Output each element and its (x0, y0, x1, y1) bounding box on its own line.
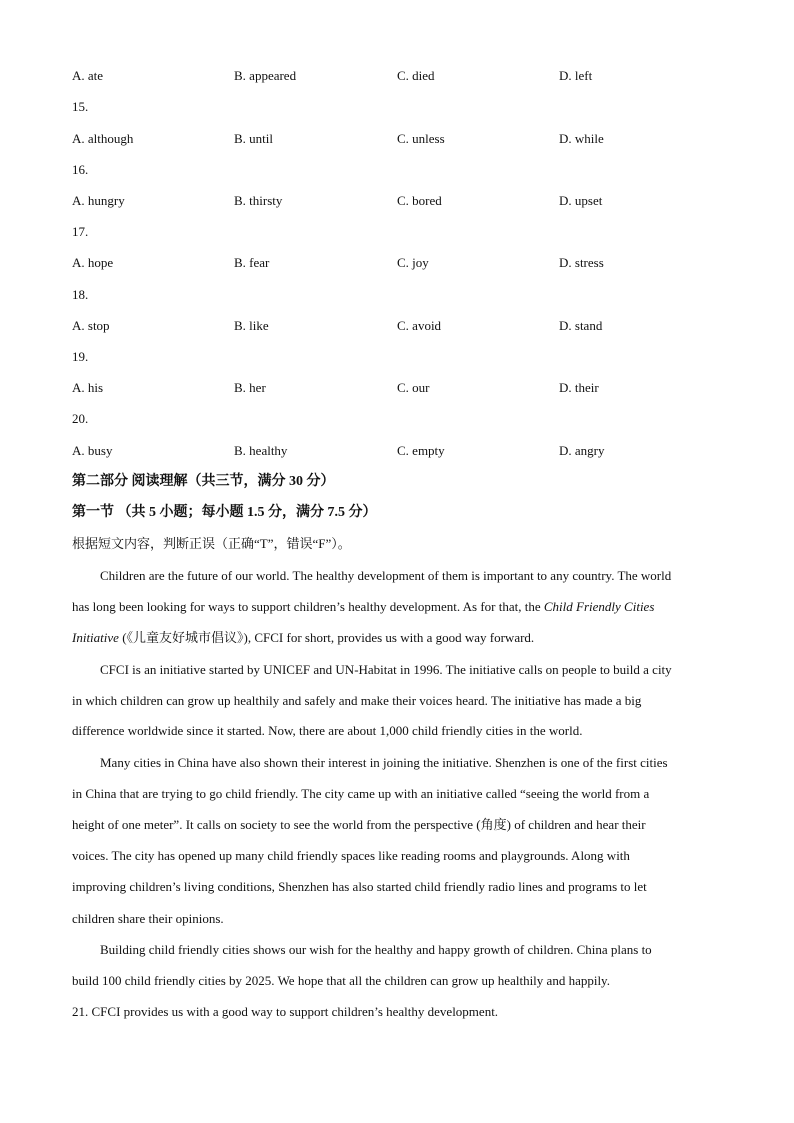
option-c: C. empty (397, 443, 445, 458)
option-d: D. left (559, 68, 593, 83)
option-a: A. hungry (72, 193, 125, 208)
option-c: C. unless (397, 131, 445, 146)
passage-line: in which children can grow up healthily and safely and make their voices heard. The initiative has made a big (72, 693, 642, 708)
option-row-16 (72, 191, 732, 211)
option-d: D. their (559, 380, 599, 395)
option-a: A. stop (72, 318, 110, 333)
option-row-20 (72, 441, 732, 461)
question-number-18: 18. (72, 287, 89, 302)
option-b: B. her (234, 380, 266, 395)
option-a: A. his (72, 380, 104, 395)
option-d: D. upset (559, 193, 603, 208)
passage-line (72, 597, 654, 617)
option-d: D. angry (559, 443, 605, 458)
passage-line: improving children’s living conditions, Shenzhen has also started child friendly radio lines and programs to let (72, 879, 647, 894)
option-row-17 (72, 253, 732, 273)
option-d: D. stress (559, 255, 604, 270)
option-a: A. busy (72, 443, 113, 458)
option-b: B. appeared (234, 68, 297, 83)
option-b: B. healthy (234, 443, 288, 458)
question-number-15: 15. (72, 99, 89, 114)
option-c: C. died (397, 68, 435, 83)
question-number-19: 19. (72, 349, 89, 364)
passage-line (72, 628, 534, 648)
option-c: C. joy (397, 255, 429, 270)
passage-line: Building child friendly cities shows our wish for the healthy and happy growth of children. China plans to (100, 942, 652, 957)
passage-line: in China that are trying to go child friendly. The city came up with an initiative called “seeing the world from a (72, 786, 650, 801)
statement-21: 21. CFCI provides us with a good way to support children’s healthy development. (72, 1004, 499, 1019)
passage-line: height of one meter”. It calls on society to see the world from the perspective (角度) of children and hear their (72, 817, 646, 832)
passage-line: children share their opinions. (72, 911, 224, 926)
instruction: 根据短文内容，判断正误（正确“T”，错误“F”）。 (72, 536, 351, 551)
option-b: B. fear (234, 255, 270, 270)
option-a: A. ate (72, 68, 104, 83)
option-b: B. thirsty (234, 193, 283, 208)
passage-line: voices. The city has opened up many child friendly spaces like reading rooms and playgrounds. Along with (72, 848, 630, 863)
option-a: A. hope (72, 255, 114, 270)
option-d: D. stand (559, 318, 603, 333)
question-number-16: 16. (72, 162, 89, 177)
option-row-14 (72, 66, 732, 86)
option-b: B. until (234, 131, 274, 146)
passage-line: difference worldwide since it started. Now, there are about 1,000 child friendly cities in the world. (72, 723, 583, 738)
question-number-17: 17. (72, 224, 89, 239)
option-a: A. although (72, 131, 134, 146)
initiative-title-italic: Initiative (72, 630, 119, 645)
passage-line: build 100 child friendly cities by 2025. We hope that all the children can grow up healthily and happily. (72, 973, 610, 988)
passage-line: Many cities in China have also shown their interest in joining the initiative. Shenzhen is one of the first cities (100, 755, 668, 770)
option-d: D. while (559, 131, 604, 146)
option-row-19 (72, 378, 732, 398)
option-c: C. our (397, 380, 430, 395)
option-b: B. like (234, 318, 269, 333)
passage-text: (《儿童友好城市倡议》), CFCI for short, provides us with a good way forward. (118, 630, 535, 645)
option-c: C. avoid (397, 318, 442, 333)
passage-text: has long been looking for ways to support children’s healthy development. As for that, the (72, 599, 544, 614)
option-row-15 (72, 129, 732, 149)
option-c: C. bored (397, 193, 442, 208)
option-row-18 (72, 316, 732, 336)
section-title: 第一节 （共 5 小题；每小题 1.5 分，满分 7.5 分） (72, 505, 377, 520)
part-title: 第二部分 阅读理解（共三节，满分 30 分） (72, 474, 335, 489)
passage-line: Children are the future of our world. The healthy development of them is important to any country. The world (100, 568, 672, 583)
passage-line: CFCI is an initiative started by UNICEF and UN-Habitat in 1996. The initiative calls on people to build a city (100, 662, 672, 677)
question-number-20: 20. (72, 411, 89, 426)
initiative-title-italic: Child Friendly Cities (543, 599, 655, 614)
